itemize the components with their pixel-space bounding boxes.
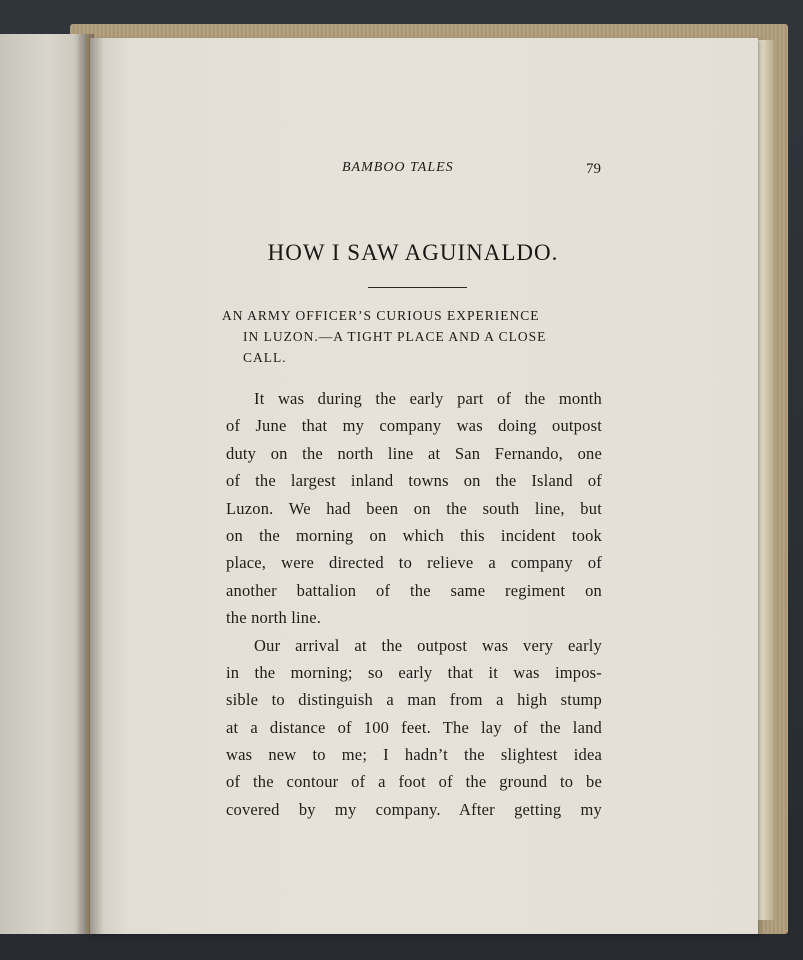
running-head: BAMBOO TALES xyxy=(342,160,454,175)
text-line: sible to distinguish a man from a high stump xyxy=(226,690,602,710)
subhead-line: IN LUZON.—A TIGHT PLACE AND A CLOSE xyxy=(243,329,547,344)
text-line: covered by my company. After getting my xyxy=(226,799,602,819)
chapter-subhead xyxy=(222,305,602,368)
subhead-line: AN ARMY OFFICER’S CURIOUS EXPERIENCE xyxy=(222,308,540,323)
left-page xyxy=(0,34,86,934)
page-number: 79 xyxy=(586,161,601,177)
text-line: was new to me; I hadn’t the slightest idea xyxy=(226,745,602,765)
text-line: of the contour of a foot of the ground to be xyxy=(226,772,602,792)
title-rule xyxy=(368,287,467,288)
text-line: another battalion of the same regiment on xyxy=(226,580,602,600)
text-line: in the morning; so early that it was impos- xyxy=(226,662,602,682)
text-line: It was during the early part of the month xyxy=(254,389,602,408)
text-line: Our arrival at the outpost was very early xyxy=(254,635,602,655)
text-line: on the morning on which this incident took xyxy=(226,525,602,545)
text-line: duty on the north line at San Fernando, one xyxy=(226,443,602,463)
text-line: of the largest inland towns on the Island of xyxy=(226,471,602,491)
text-line: place, were directed to relieve a company of xyxy=(226,553,602,573)
page-gutter xyxy=(90,38,104,934)
subhead-line: CALL. xyxy=(243,350,287,365)
text-line: Luzon. We had been on the south line, but xyxy=(226,498,602,518)
chapter-title: HOW I SAW AGUINALDO. xyxy=(267,240,559,265)
body-text xyxy=(226,385,602,823)
text-line: at a distance of 100 feet. The lay of the land xyxy=(226,717,602,737)
text-line: of June that my company was doing outpost xyxy=(226,416,602,436)
text-line: the north line. xyxy=(226,608,322,628)
